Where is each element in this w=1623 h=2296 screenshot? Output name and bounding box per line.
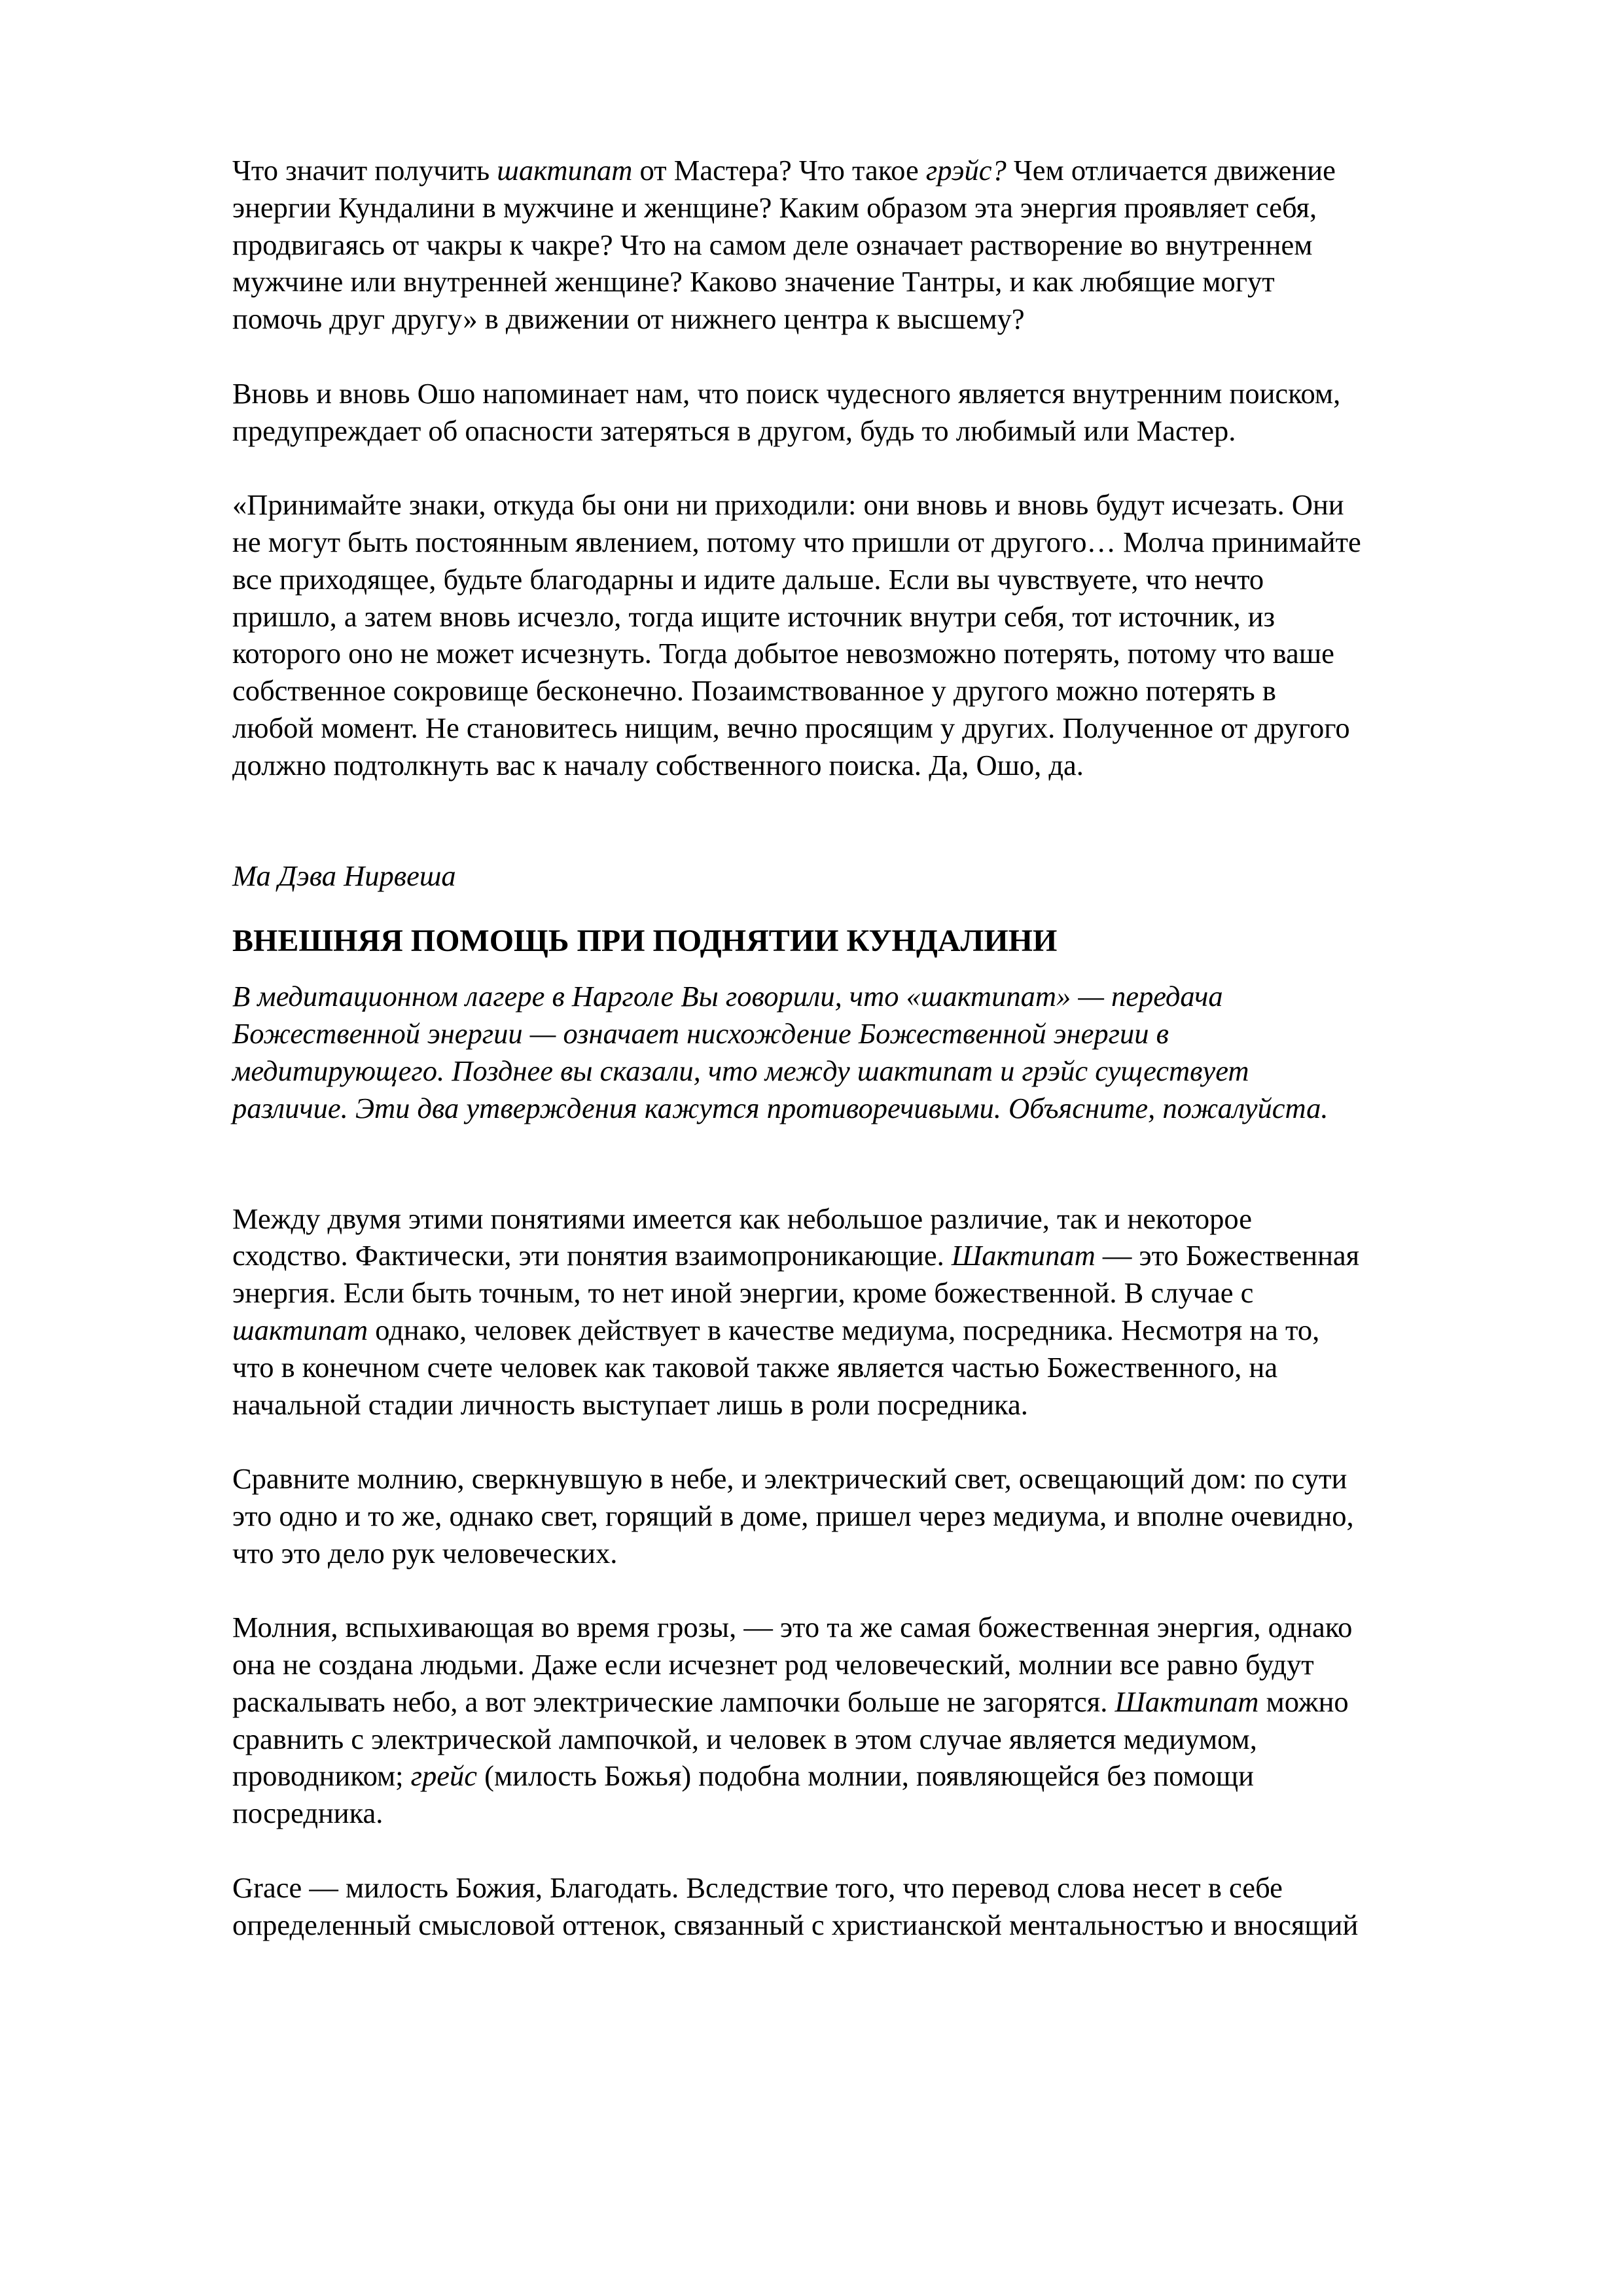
emphasis-shaktipat: шактипат	[232, 1313, 368, 1346]
text-line: начальной стадии личность выступает лишь в роли посредника.	[232, 1388, 1028, 1421]
text-line: которого оно не может исчезнуть. Тогда добытое невозможно потерять, потому что ваше	[232, 637, 1334, 670]
text-line: собственное сокровище бесконечно. Позаимствованное у другого можно потерять в	[232, 674, 1276, 708]
text-line: различие. Эти два утверждения кажутся противоречивыми. Объясните, пожалуйста.	[232, 1091, 1329, 1124]
text-line: определенный смысловой оттенок, связанный с христианской ментальностъю и вносящий	[232, 1908, 1359, 1941]
text-line: Что значит получить шактипат от Мастера? Что такое грэйс? Чем отличается движение	[232, 154, 1336, 187]
text-line: Божественной энергии — означает нисхождение Божественной энергии в	[232, 1017, 1169, 1050]
text-line: что в конечном счете человек как таковой также является частью Божественного, на	[232, 1350, 1278, 1384]
text-line: мужчине или внутренней женщине? Каково значение Тантры, и как любящие могут	[232, 265, 1275, 298]
emphasis-grace: грейс	[410, 1759, 478, 1793]
text-line: продвигаясь от чакры к чакре? Что на самом деле означает растворение во внутреннем	[232, 228, 1313, 261]
text-line: сходство. Фактически, эти понятия взаимопроникающие. Шактипат — это Божественная	[232, 1239, 1360, 1272]
text-line: медитирующего. Позднее вы сказали, что между шактипат и грэйс существует	[232, 1054, 1249, 1087]
emphasis-shaktipat: Шактипат	[1115, 1685, 1259, 1718]
intro-paragraph-1	[232, 152, 1535, 338]
text-line: В медитационном лагере в Нарголе Вы говорили, что «шактипат» — передача	[232, 980, 1223, 1013]
text-line: энергия. Если быть точным, то нет иной энергии, кроме божественной. В случае с	[232, 1276, 1254, 1310]
chapter-title: ВНЕШНЯЯ ПОМОЩЬ ПРИ ПОДНЯТИИ КУНДАЛИНИ	[232, 924, 1058, 959]
answer-paragraph-1	[232, 1200, 1535, 1424]
text-line: любой момент. Не становитесь нищим, вечно просящим у других. Полученное от другого	[232, 711, 1350, 744]
intro-paragraph-2	[232, 375, 1535, 450]
text-line: посредника.	[232, 1797, 383, 1830]
text-line: Между двумя этими понятиями имеется как небольшое различие, так и некоторое	[232, 1202, 1252, 1235]
emphasis-shaktipat: шактипат	[497, 154, 633, 187]
text-line: проводником; грейс (милость Божья) подобна молнии, появляющейся без помощи	[232, 1759, 1254, 1793]
text-line: сравнить с электрической лампочкой, и человек в этом случае является медиумом,	[232, 1722, 1257, 1755]
text-line: «Принимайте знаки, откуда бы они ни приходили: они вновь и вновь будут исчезать. Они	[232, 488, 1344, 522]
text-line: не могут быть постоянным явлением, потому что пришли от другого… Молча принимайте	[232, 525, 1361, 558]
text-line: пришло, а затем вновь исчезло, тогда ищите источник внутри себя, тот источник, из	[232, 600, 1275, 633]
text-line: раскалывать небо, а вот электрические лампочки больше не загорятся. Шактипат можно	[232, 1685, 1349, 1718]
text-line: что это дело рук человеческих.	[232, 1536, 618, 1570]
text-line: Молния, вспыхивающая во время грозы, — это та же самая божественная энергия, однако	[232, 1611, 1353, 1644]
text-line: это одно и то же, однако свет, горящий в доме, пришел через медиума, и вполне очевидно,	[232, 1499, 1354, 1532]
text-line: все приходящее, будьте благодарны и идите дальше. Если вы чувствуете, что нечто	[232, 562, 1264, 596]
text-line: предупреждает об опасности затеряться в другом, будь то любимый или Мастер.	[232, 414, 1236, 447]
answer-paragraph-4	[232, 1869, 1535, 1944]
text-line: Вновь и вновь Ошо напоминает нам, что поиск чудесного является внутренним поиском,	[232, 376, 1341, 410]
intro-paragraph-3	[232, 486, 1535, 783]
text-line: Сравните молнию, сверкнувшую в небе, и электрический свет, освещающий дом: по сути	[232, 1462, 1347, 1496]
text-line: она не создана людьми. Даже если исчезнет род человеческий, молнии все равно будут	[232, 1648, 1314, 1681]
emphasis-grace: грэйс?	[925, 154, 1007, 187]
text-line: шактипат однако, человек действует в качестве медиума, посредника. Несмотря на то,	[232, 1313, 1320, 1346]
author-name: Ма Дэва Нирвеша	[232, 859, 456, 892]
text-line: энергии Кундалини в мужчине и женщине? Каким образом эта энергия проявляет себя,	[232, 190, 1317, 224]
text-line: Grace — милость Божия, Благодать. Вследствие того, что перевод слова несет в себе	[232, 1871, 1283, 1904]
question-paragraph	[232, 978, 1535, 1126]
emphasis-shaktipat: Шактипат	[951, 1239, 1096, 1272]
text-line: помочь друг другу» в движении от нижнего центра к высшему?	[232, 302, 1025, 336]
document-page	[232, 152, 1535, 1943]
text-line: должно подтолкнуть вас к началу собственного поиска. Да, Ошо, да.	[232, 748, 1084, 781]
answer-paragraph-2	[232, 1460, 1535, 1571]
answer-paragraph-3	[232, 1609, 1535, 1832]
